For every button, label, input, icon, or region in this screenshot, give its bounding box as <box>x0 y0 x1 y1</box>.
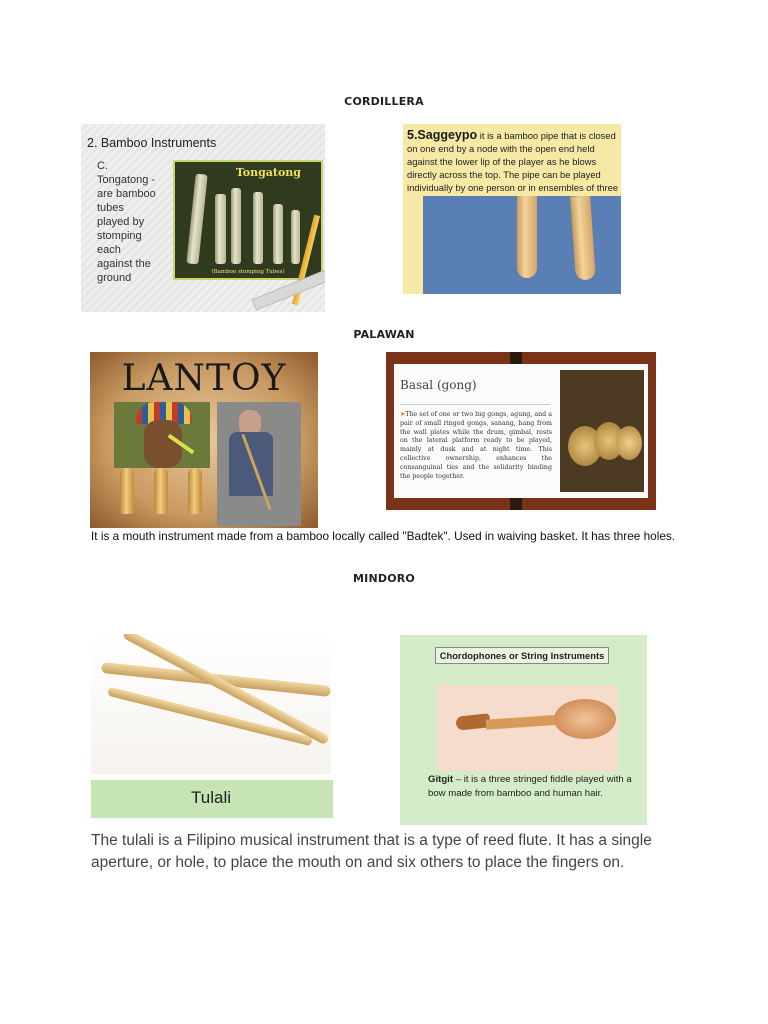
tongatong-photo <box>173 160 323 280</box>
gitgit-photo <box>436 685 618 771</box>
bullet-arrow-icon: ➤ <box>400 411 406 418</box>
slide-body-text: The set of one or two big gongs, agung, and a pair of small ringed gongs, sanang, hang from the wall plates while the drum, gimbal, rests on the lateral platform ready to be played, mainly at dusk and at night time. This collective ownership, enhances the consanguinal ties and the solidarity binding the people together. <box>400 411 552 480</box>
bamboo-tube <box>231 188 241 264</box>
slide-body-text: C. Tongatong - are bamboo tubes played by stomping each against the ground <box>97 160 156 284</box>
saggeypo-slide-image <box>403 124 621 294</box>
slide-title: Basal (gong) <box>400 378 477 392</box>
section-heading-mindoro: MINDORO <box>353 572 415 585</box>
player-photo <box>217 402 301 526</box>
instrument-name: Gitgit <box>428 774 454 785</box>
lantoy-flute <box>188 468 202 514</box>
gong-photo <box>560 370 644 492</box>
bamboo-tube <box>273 204 283 264</box>
slide-body-text: – it is a three stringed fiddle played with a bow made from bamboo and human hair. <box>428 774 632 799</box>
photo-label: Tongatong <box>235 166 301 179</box>
bamboo-tube <box>253 192 263 264</box>
bamboo-tube <box>291 210 300 264</box>
tongatong-slide-image <box>81 124 325 312</box>
photo-caption: (Bamboo stomping Tubes) <box>211 269 285 275</box>
gitgit-slide-image <box>400 635 647 825</box>
slide-title: LANTOY <box>121 358 287 399</box>
lantoy-flute <box>154 468 168 514</box>
tulali-description: The tulali is a Filipino musical instrument that is a type of reed flute. It has a single aperture, or hole, to place the mouth on and six others to place the fingers on. <box>91 832 652 871</box>
slide-title: Chordophones or String Instruments <box>435 647 609 664</box>
lantoy-slide-image <box>90 352 318 528</box>
saggeypo-photo <box>423 196 621 294</box>
slide-card <box>394 364 648 498</box>
player-photo <box>114 402 210 468</box>
tulali-photo <box>91 634 331 774</box>
bamboo-pipe <box>570 196 596 281</box>
bamboo-tube <box>215 194 226 264</box>
section-heading-cordillera: CORDILLERA <box>344 95 424 108</box>
tulali-caption-bar <box>91 780 333 818</box>
section-heading-palawan: PALAWAN <box>353 328 415 341</box>
lantoy-flute <box>120 468 134 514</box>
bamboo-pipe <box>517 196 537 278</box>
slide-body-text: it is a bamboo pipe that is closed on one end by a node with the open end held against the lower lip of the player as he blows directly across the top. The pipe can be played individually by one person or in ensembles of three <box>407 130 619 193</box>
basal-slide-image <box>386 352 656 510</box>
bamboo-tube <box>186 174 207 265</box>
slide-title: 2. Bamboo Instruments <box>87 136 217 150</box>
lantoy-description: It is a mouth instrument made from a bamboo locally called "Badtek". Used in waiving basket. It has three holes. <box>91 529 676 543</box>
instrument-name: 5.Saggeypo <box>407 128 478 142</box>
tulali-caption: Tulali <box>191 788 231 807</box>
